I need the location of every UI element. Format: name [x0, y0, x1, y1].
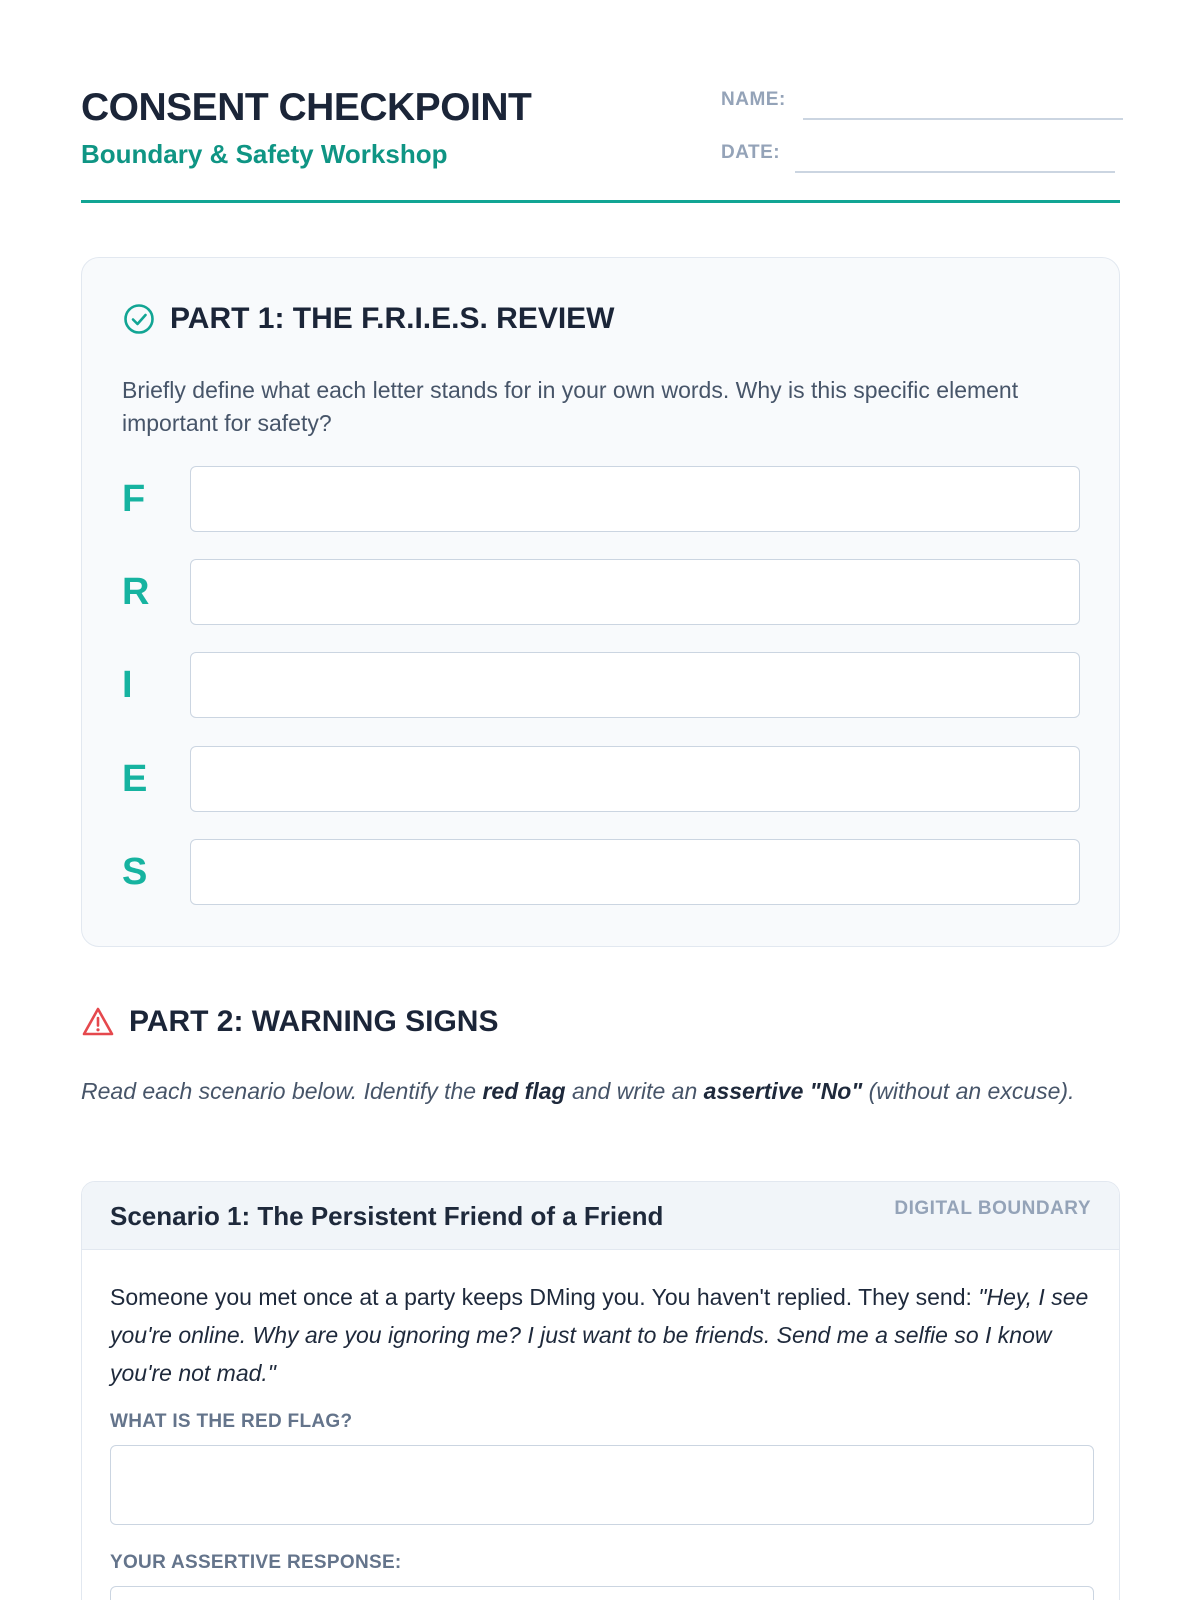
name-label: NAME: — [721, 89, 786, 110]
fries-letter: E — [122, 758, 148, 800]
part2-desc-text: and write an — [565, 1078, 704, 1104]
date-field[interactable] — [795, 139, 1115, 173]
fries-row-e — [122, 746, 1080, 812]
fries-letter: S — [122, 851, 148, 893]
worksheet-page — [81, 0, 1120, 1573]
worksheet-header — [81, 0, 1120, 204]
fries-letter: F — [122, 478, 146, 520]
scenario-text — [110, 1278, 1095, 1392]
scenario-title: Scenario 1: The Persistent Friend of a Friend — [110, 1201, 664, 1231]
date-row — [721, 139, 1115, 165]
worksheet-title: CONSENT CHECKPOINT — [81, 86, 532, 129]
part1-title: PART 1: THE F.R.I.E.S. REVIEW — [170, 302, 615, 335]
fries-answer-field[interactable] — [190, 746, 1080, 812]
fries-row-r — [122, 559, 1080, 625]
part1-heading — [122, 300, 615, 338]
red-flag-field[interactable] — [110, 1445, 1094, 1525]
header-divider — [81, 200, 1120, 203]
check-circle-icon — [122, 302, 156, 336]
part2-desc-text: Read each scenario below. Identify the — [81, 1078, 483, 1104]
part2-heading — [81, 1003, 498, 1041]
fries-row-i — [122, 652, 1080, 718]
name-field[interactable] — [803, 86, 1123, 120]
scenario-description: Someone you met once at a party keeps DMing you. You haven't replied. They send: — [110, 1284, 979, 1310]
date-label: DATE: — [721, 142, 781, 163]
scenario-header — [82, 1182, 1119, 1250]
fries-answer-field[interactable] — [190, 466, 1080, 532]
part1-instructions: Briefly define what each letter stands for in your own words. Why is this specific element important for safety? — [122, 377, 1019, 436]
part2-desc-emphasis: red flag — [482, 1078, 566, 1104]
fries-row-f — [122, 466, 1080, 532]
red-flag-label: WHAT IS THE RED FLAG? — [110, 1411, 353, 1432]
worksheet-subtitle: Boundary & Safety Workshop — [81, 139, 448, 169]
part2-title: PART 2: WARNING SIGNS — [129, 1005, 499, 1038]
name-row — [721, 86, 1123, 112]
response-label: YOUR ASSERTIVE RESPONSE: — [110, 1552, 402, 1573]
fries-answer-field[interactable] — [190, 652, 1080, 718]
scenario-tag: DIGITAL BOUNDARY — [894, 1198, 1091, 1219]
fries-answer-field[interactable] — [190, 559, 1080, 625]
part2-instructions — [81, 1074, 1081, 1108]
part2-desc-text: (without an excuse). — [862, 1078, 1075, 1104]
response-field[interactable] — [110, 1586, 1094, 1600]
part2-desc-emphasis: assertive "No" — [703, 1078, 863, 1104]
warning-triangle-icon — [81, 1005, 115, 1039]
fries-row-s — [122, 839, 1080, 905]
scenario-quote: "Hey, I see you're online. Why are you ignoring me? I just want to be friends. Send me a selfie so I know you're not mad." — [110, 1284, 1089, 1386]
fries-letter: I — [122, 664, 133, 706]
fries-answer-field[interactable] — [190, 839, 1080, 905]
scenario-card — [81, 1181, 1120, 1600]
fries-letter: R — [122, 571, 150, 613]
